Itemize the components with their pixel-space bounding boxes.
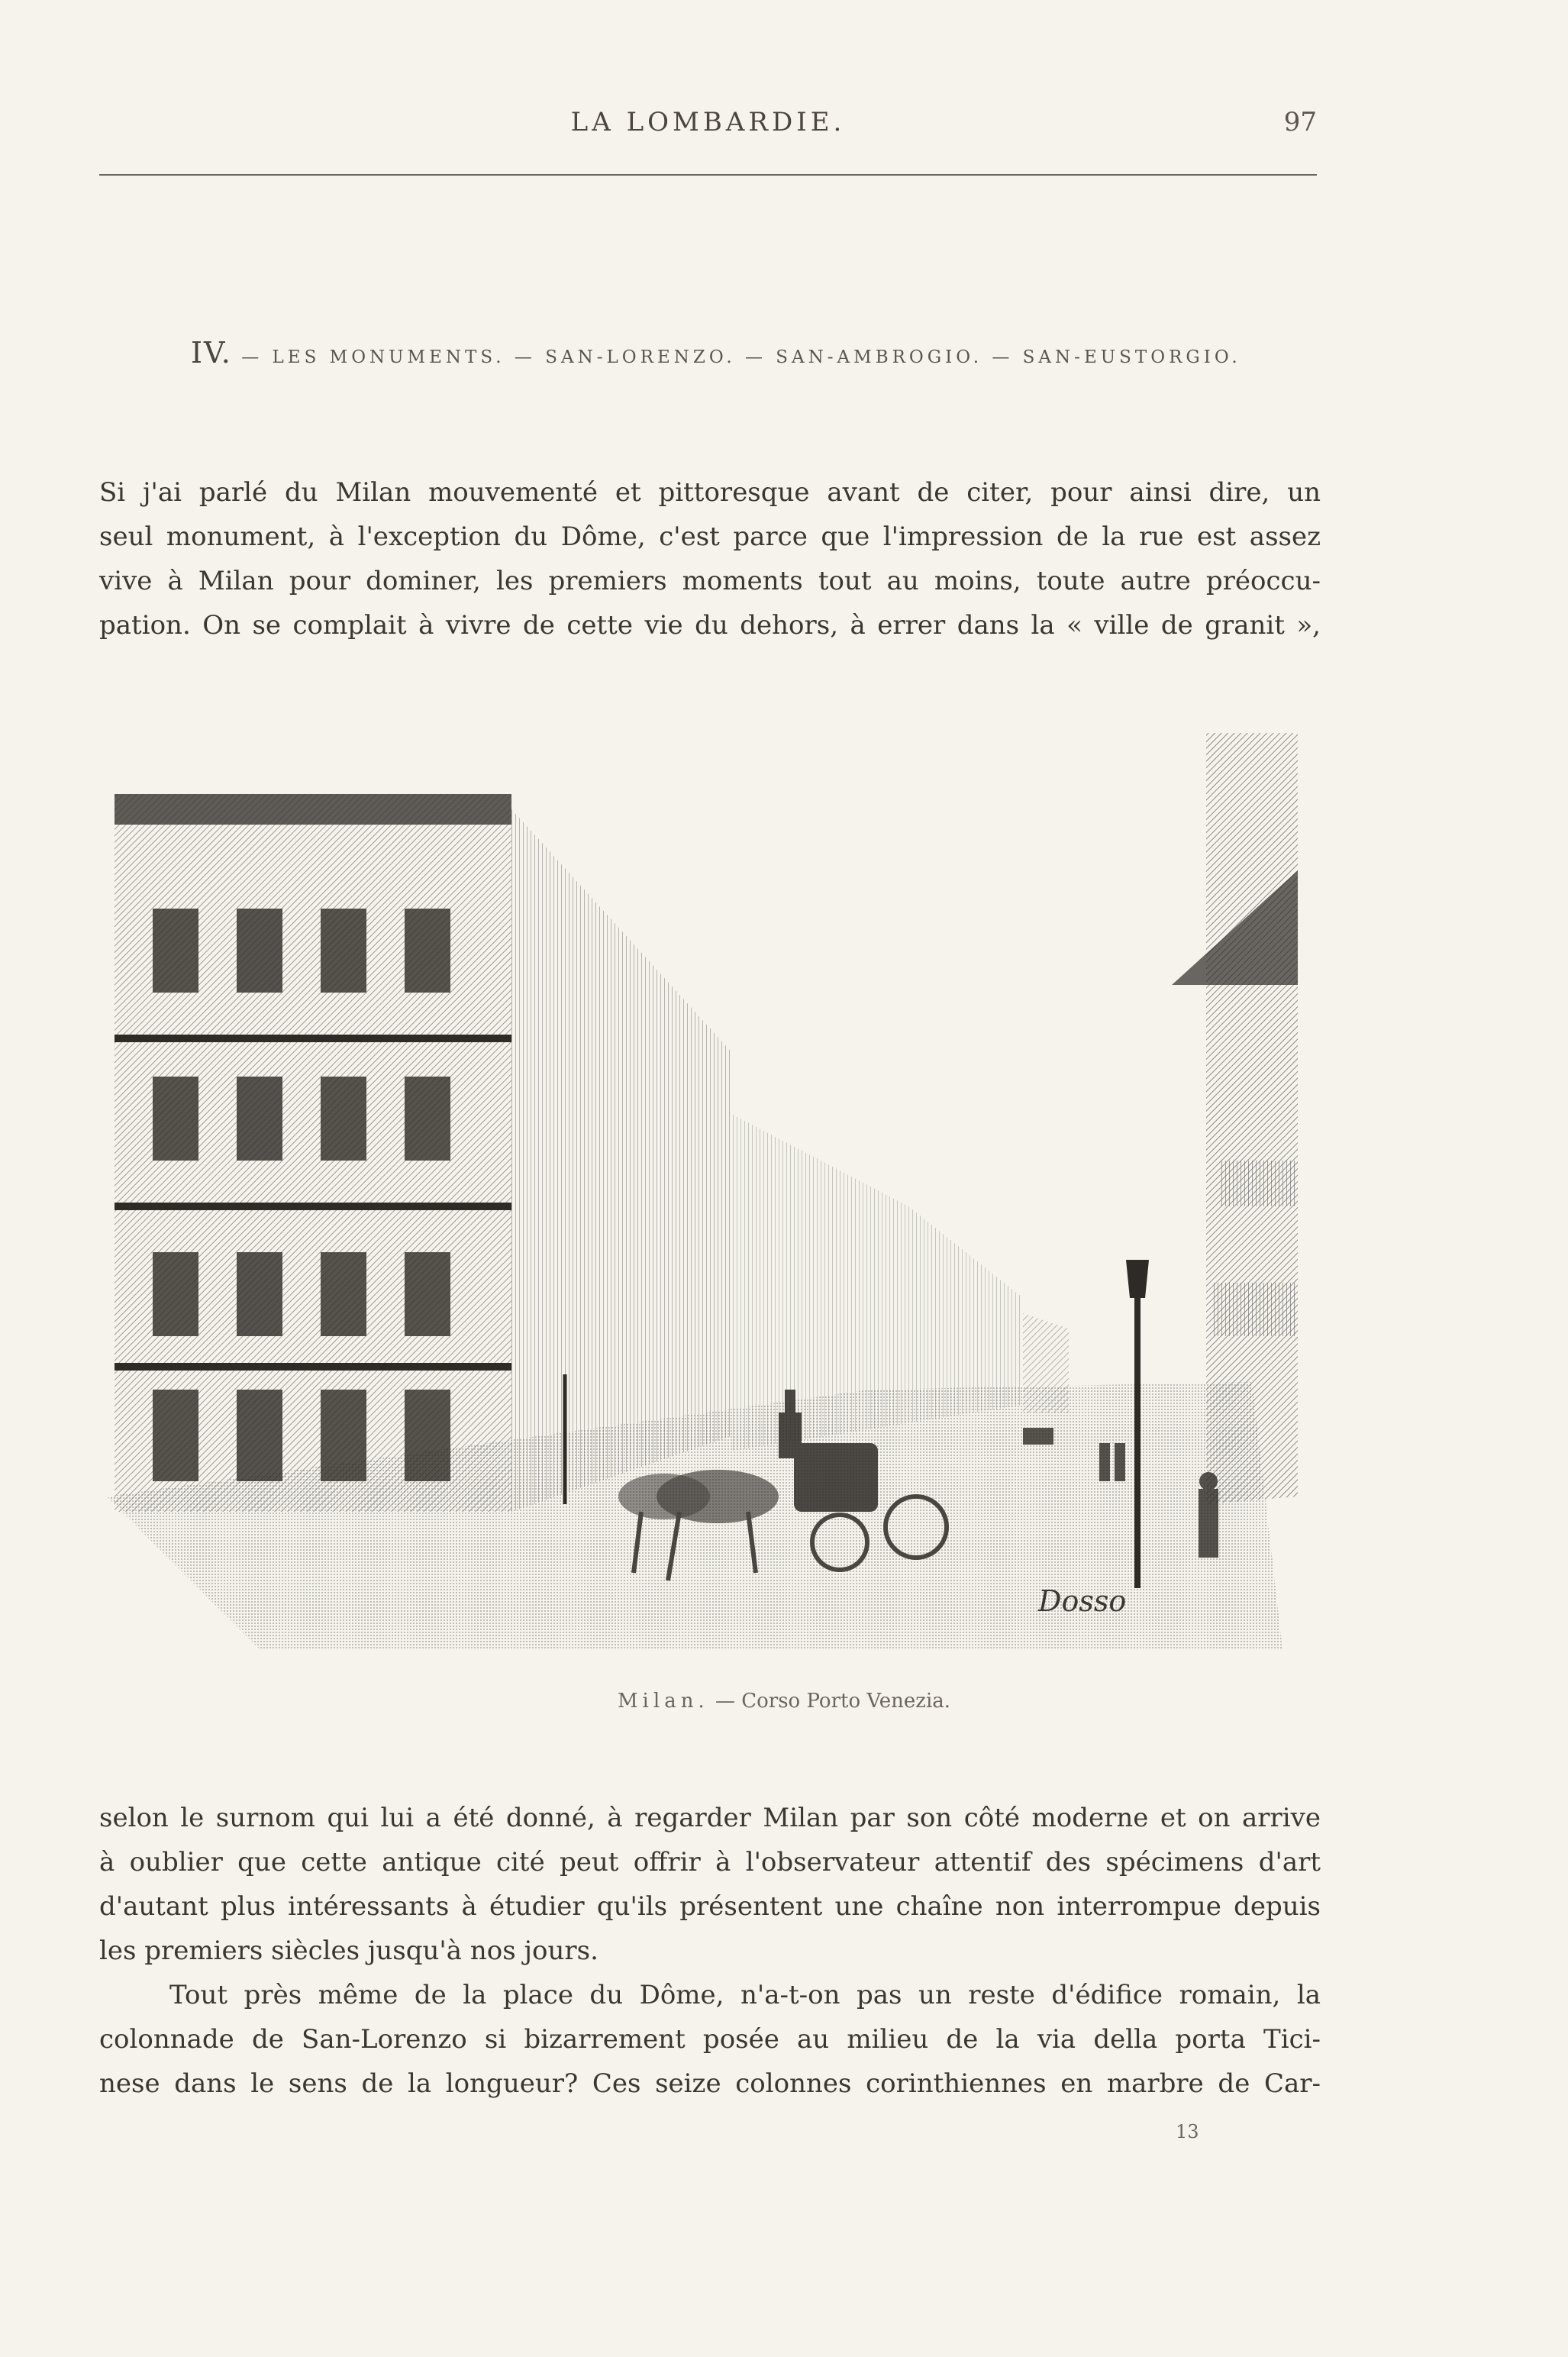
page-number: 97: [1283, 107, 1317, 137]
paragraph-line: colonnade de San-Lorenzo si bizarrement posée au milieu de la via della porta Tici-: [99, 2024, 1321, 2055]
artist-signature: Dosso: [1038, 1584, 1127, 1618]
paragraph-line: pation. On se complait à vivre de cette vie du dehors, à errer dans la « ville de granit »,: [99, 610, 1321, 641]
section-number: IV.: [191, 336, 232, 370]
caption-text: — Corso Porto Venezia.: [715, 1690, 951, 1713]
running-head: [99, 107, 1317, 145]
paragraph-line: les premiers siècles jusqu'à nos jours.: [99, 1936, 598, 1966]
paragraph-line: Tout près même de la place du Dôme, n'a-t-on pas un reste d'édifice romain, la: [169, 1980, 1321, 2010]
engraving-street-scene: [107, 733, 1328, 1649]
distant-trees: [1023, 1313, 1069, 1413]
running-title: LA LOMBARDIE.: [570, 107, 846, 137]
paragraph-line: à oublier que cette antique cité peut offrir à l'observateur attentif des spécimens d'art: [99, 1847, 1321, 1878]
paragraph-line: seul monument, à l'exception du Dôme, c'est parce que l'impression de la rue est assez: [99, 521, 1321, 552]
section-title: — LES MONUMENTS. — SAN-LORENZO. — SAN-AMBROGIO. — SAN-EUSTORGIO.: [241, 347, 1241, 367]
paragraph-line: Si j'ai parlé du Milan mouvementé et pittoresque avant de citer, pour ainsi dire, un: [99, 477, 1321, 508]
paragraph-line: nese dans le sens de la longueur? Ces seize colonnes corinthiennes en marbre de Car-: [99, 2068, 1321, 2099]
paragraph-line: selon le surnom qui lui a été donné, à regarder Milan par son côté moderne et on arrive: [99, 1803, 1321, 1833]
paragraph-line: vive à Milan pour dominer, les premiers moments tout au moins, toute autre préoccu-: [99, 566, 1321, 596]
signature-mark: 13: [1176, 2121, 1199, 2142]
paragraph-line: d'autant plus intéressants à étudier qu'ils présentent une chaîne non interrompue depuis: [99, 1891, 1321, 1922]
receding-buildings: [733, 1115, 1023, 1451]
palace-facade: [115, 794, 733, 1512]
header-rule: [99, 174, 1317, 176]
caption-city: Milan.: [617, 1690, 709, 1713]
figure-caption: [0, 1690, 1568, 1713]
section-heading: [191, 336, 1321, 370]
